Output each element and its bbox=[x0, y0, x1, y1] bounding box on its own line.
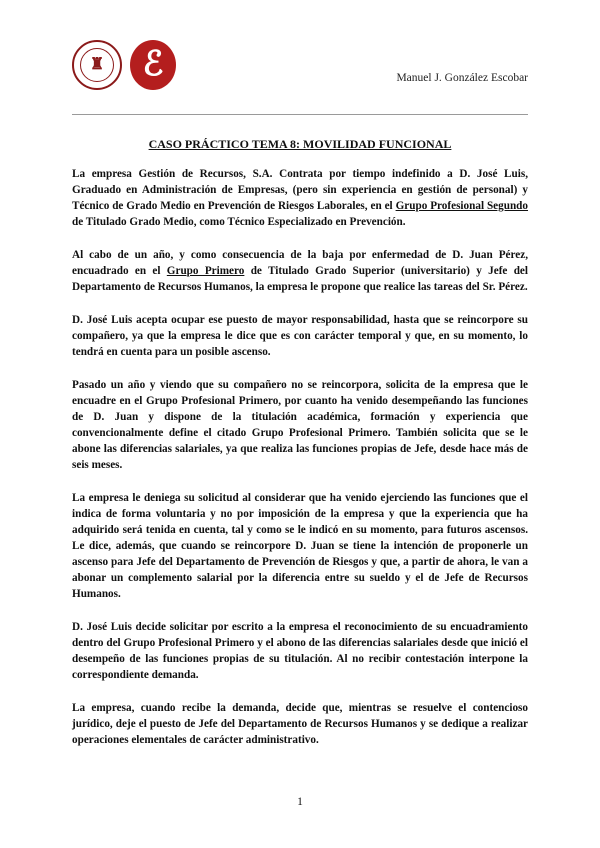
paragraph-5: La empresa le deniega su solicitud al considerar que ha venido ejerciendo las funciones que el indica de forma voluntaria y no por imposición de la empresa y que la experiencia que ha adquirido será tenida en cuenta, tal y como se le indicó en su momento, para futuros ascensos. Le dice, además, que cuando se reincorpore D. Juan se tiene la intención de proponerle un ascenso para Jefe del Departamento de Prevención de Riesgos y que, a partir de ahora, le van a abonar un complemento salarial por la diferencia entre su sueldo y el de Jefe de Recursos Humanos. bbox=[72, 492, 528, 600]
paragraph-7: La empresa, cuando recibe la demanda, decide que, mientras se resuelve el contencioso jurídico, deje el puesto de Jefe del Departamento de Recursos Humanos y se dedique a realizar operaciones elementales de carácter administrativo. bbox=[72, 702, 528, 746]
underlined-term: Grupo Profesional Segundo bbox=[395, 200, 529, 212]
page-number: 1 bbox=[297, 796, 303, 808]
e-logo-icon: ℰ bbox=[130, 40, 176, 90]
paragraph-1: La empresa Gestión de Recursos, S.A. Contrata por tiempo indefinido a D. José Luis, Graduado en Administración de Empresas, (pero sin experiencia en gestión de personal) y Técnico de Grado Medio en Prevención de Riesgos Laborales, en el Grupo Profesional Segundo de Titulado Grado Medio, como Técnico Especializado en Prevención. bbox=[72, 168, 529, 228]
paragraph-4: Pasado un año y viendo que su compañero no se reincorpora, solicita de la empresa que le encuadre en el Grupo Profesional Primero, por cuanto ha venido desempeñando las funciones de D. Juan y dispone de la titulación académica, formación y experiencia que convencionalmente define el citado Grupo Profesional Primero. También solicita que se le abone las diferencias salariales, ya que realiza las funciones propias de Jefe, desde hace más de seis meses. bbox=[72, 379, 528, 471]
header-logos bbox=[72, 40, 176, 92]
underlined-term: Grupo Primero bbox=[166, 265, 245, 277]
document-body bbox=[72, 166, 528, 765]
university-seal-icon: ♜ bbox=[72, 40, 122, 90]
author-name: Manuel J. González Escobar bbox=[396, 72, 528, 84]
header-divider bbox=[72, 114, 528, 115]
paragraph-3: D. José Luis acepta ocupar ese puesto de mayor responsabilidad, hasta que se reincorpore su compañero, ya que la empresa le dice que es con carácter temporal y que, en su momento, lo tendrá en cuenta para un posible ascenso. bbox=[72, 314, 528, 358]
paragraph-6: D. José Luis decide solicitar por escrito a la empresa el reconocimiento de su encuadramiento dentro del Grupo Profesional Primero y el abono de las diferencias salariales desde que inició el desempeño de las funciones propias de su titulación. Al no recibir contestación interpone la correspondiente demanda. bbox=[72, 621, 528, 681]
paragraph-2: Al cabo de un año, y como consecuencia de la baja por enfermedad de D. Juan Pérez, encuadrado en el Grupo Primero de Titulado Grado Superior (universitario) y Jefe del Departamento de Recursos Humanos, la empresa le propone que realice las tareas del Sr. Pérez. bbox=[72, 249, 529, 293]
document-title: CASO PRÁCTICO TEMA 8: MOVILIDAD FUNCIONAL bbox=[148, 137, 452, 151]
